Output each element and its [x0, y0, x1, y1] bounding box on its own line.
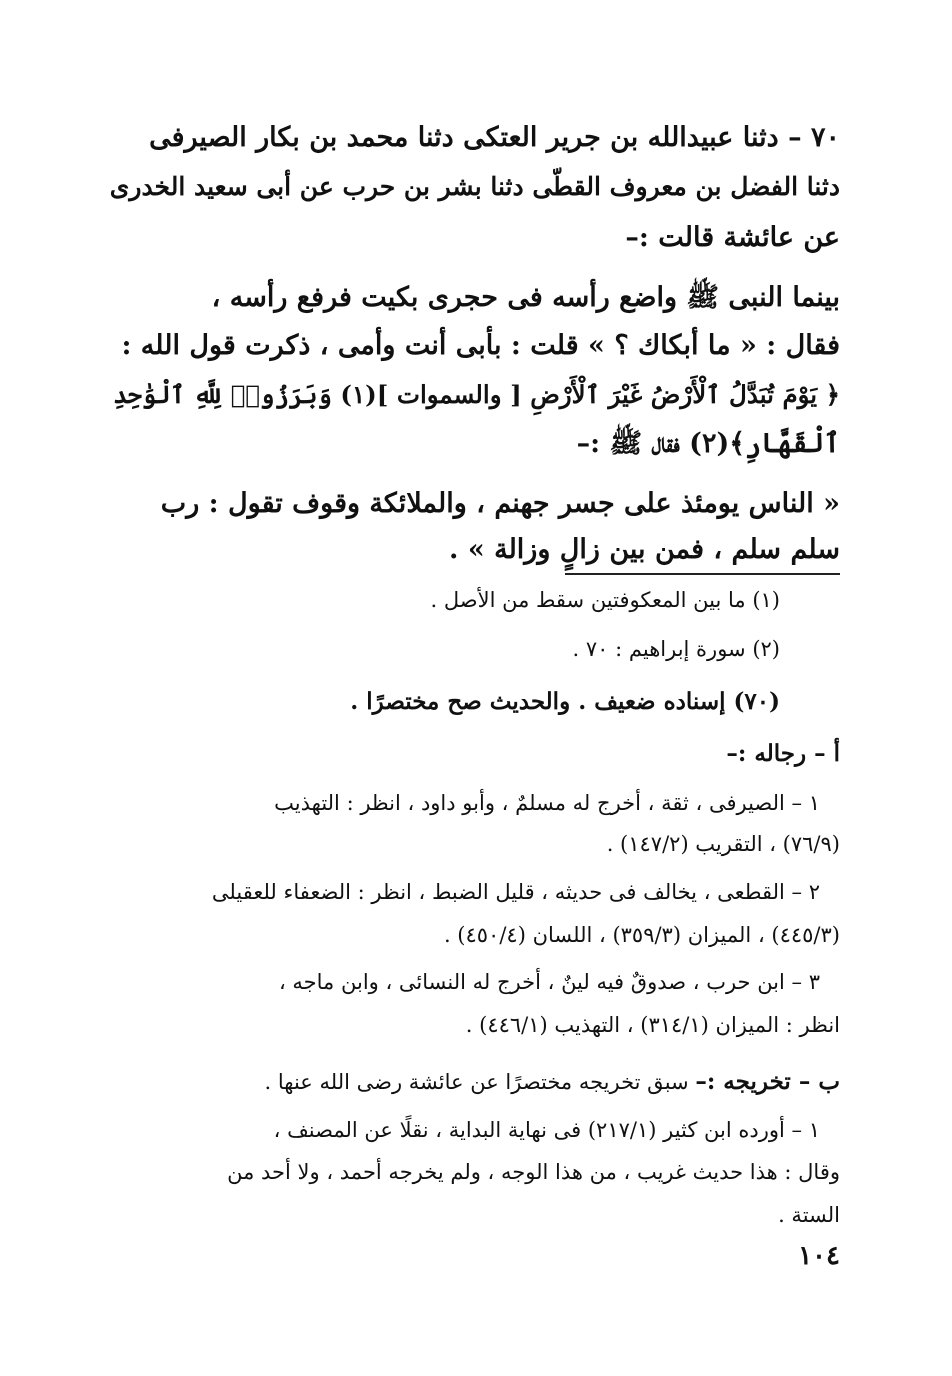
- takhrij-1-line-3: الستة .: [778, 1203, 840, 1227]
- rijal-3-line-1: ٣ – ابن حرب ، صدوقٌ فيه لينٌ ، أخرج له النسائى ، وابن ماجه ،: [278, 970, 820, 994]
- footnote-2: (٢) سورة إبراهيم : ٧٠ .: [572, 637, 780, 661]
- saying-line-1: « الناس يومئذ على جسر جهنم ، والملائكة وقوف تقول : رب: [160, 488, 840, 519]
- isnad-line-1: ٧٠ – دثنا عبيدالله بن جرير العتكى دثنا محمد بن بكار الصيرفى: [149, 122, 840, 153]
- isnad-line-3: عن عائشة قالت :–: [625, 222, 840, 253]
- page-number: ١٠٤: [798, 1241, 840, 1271]
- matn-line-3-quran: ﴿ يَوْمَ تُبَدَّلُ ٱلْأَرْضُ غَيْرَ ٱلْأَرْضِ [ والسموات ](١) وَبَرَزُوا۟ لِلَّهِ ٱلْوَٰحِدِ: [113, 380, 840, 409]
- rijal-2-line-2: (٤٤٥/٣) ، الميزان (٣٥٩/٣) ، اللسان (٤٥٠/٤) .: [443, 923, 840, 947]
- saying-line-2: سلم سلم ، فمن بين زالٍ وزالة » .: [449, 534, 840, 565]
- takhrij-1-line-2: وقال : هذا حديث غريب ، من هذا الوجه ، ولم يخرجه أحمد ، ولا أحد من: [227, 1160, 840, 1184]
- grading: (٧٠) إسناده ضعيف . والحديث صح مختصرًا .: [350, 688, 780, 715]
- rijal-3-line-2: انظر : الميزان (٣١٤/١) ، التهذيب (٤٤٦/١) .: [465, 1013, 840, 1037]
- rijal-1-line-2: (٧٦/٩) ، التقريب (١٤٧/٢) .: [606, 832, 840, 856]
- takhrij-intro: سبق تخريجه مختصرًا عن عائشة رضى الله عنها .: [264, 1070, 689, 1094]
- matn-line-1: بينما النبى ﷺ واضع رأسه فى حجرى بكيت فرفع رأسه ،: [211, 282, 840, 313]
- takhrij-heading: ب – تخريجه :–: [695, 1068, 840, 1095]
- matn-line-2: فقال : « ما أبكاك ؟ » قلت : بأبى أنت وأمى ، ذكرت قول الله :: [121, 330, 840, 361]
- rijal-heading: أ – رجاله :–: [726, 740, 840, 767]
- isnad-line-2: دثنا الفضل بن معروف القطّى دثنا بشر بن حرب عن أبى سعيد الخدرى: [109, 172, 840, 201]
- takhrij-line: [265, 1068, 840, 1096]
- rijal-2-line-1: ٢ – القطعى ، يخالف فى حديثه ، قليل الضبط ، انظر : الضعفاء للعقيلى: [211, 880, 820, 904]
- matn-line-4: ٱلْقَهَّارِ﴾(٢) فقال ﷺ :–: [576, 428, 840, 459]
- rijal-1-line-1: ١ – الصيرفى ، ثقة ، أخرج له مسلمٌ ، وأبو داود ، انظر : التهذيب: [274, 791, 820, 815]
- footnote-1: (١) ما بين المعكوفتين سقط من الأصل .: [430, 588, 780, 612]
- footnote-divider: [565, 573, 840, 575]
- takhrij-1-line-1: ١ – أورده ابن كثير (٢١٧/١) فى نهاية البداية ، نقلًا عن المصنف ،: [273, 1118, 820, 1142]
